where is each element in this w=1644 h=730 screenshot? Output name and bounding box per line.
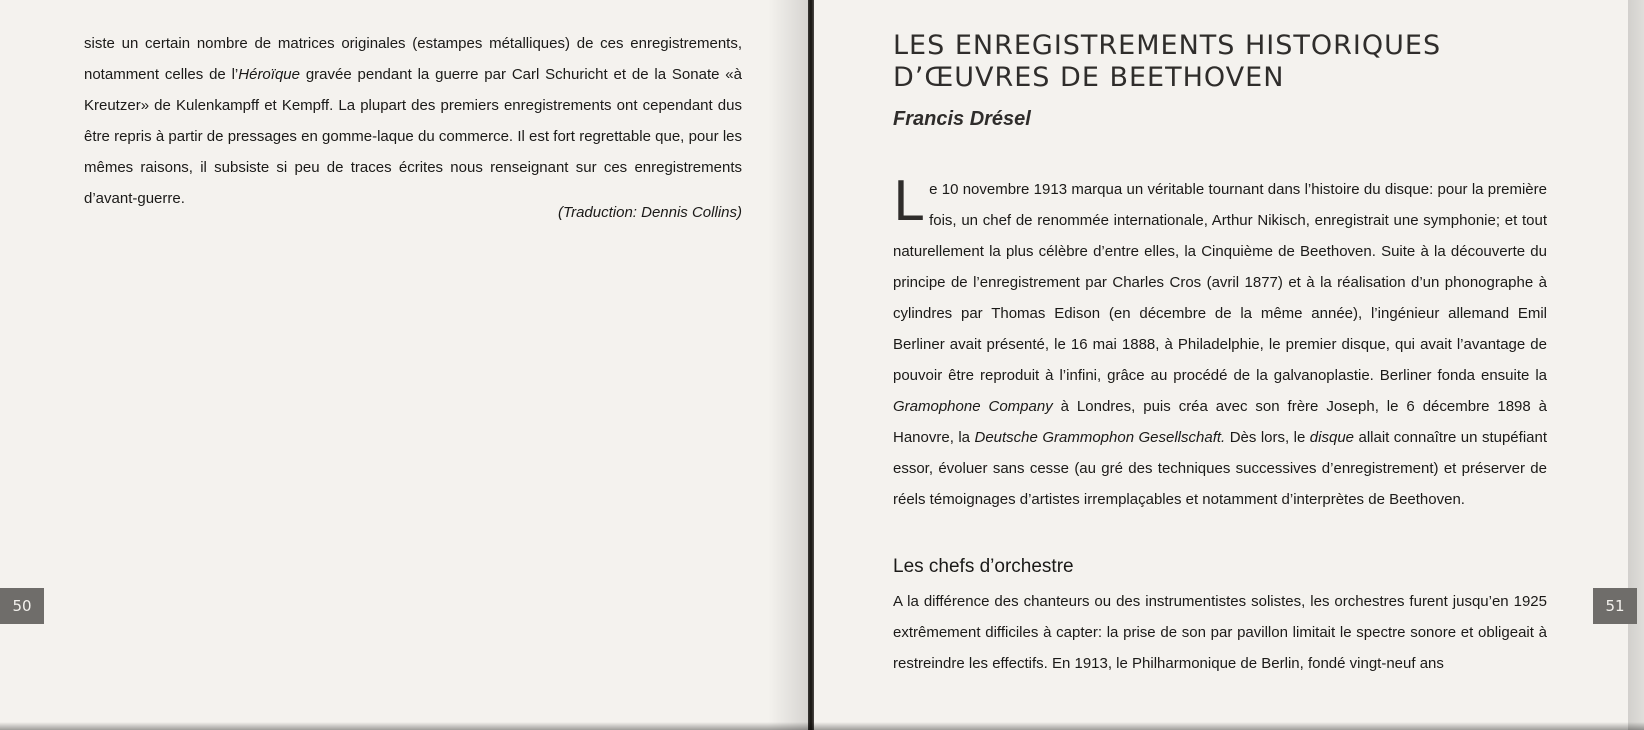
intro-text-italic: disque xyxy=(1309,429,1354,446)
page-number-right: 51 xyxy=(1593,588,1637,624)
author-name: Francis Drésel xyxy=(893,108,1031,130)
section-paragraph xyxy=(893,586,1547,679)
drop-cap: L xyxy=(893,170,924,233)
intro-text-italic: Deutsche Grammophon Gesellschaft. xyxy=(974,429,1226,446)
left-body-paragraph xyxy=(84,28,742,214)
left-text-part: gravée pendant la guerre par Carl Schuricht et de la Sonate «à Kreutzer» de Kulenkampff et Kempff. La plupart des premiers enregistrements ont cependant dus être repris à partir de pressages en gomme-laque du commerce. Il est fort regrettable que, pour les mêmes raisons, il subsiste si peu de traces écrites nous renseignant sur ces enregistrements d’avant-guerre. xyxy=(84,66,742,207)
intro-text-part: Dès lors, le xyxy=(1225,429,1310,446)
left-text-italic: Héroïque xyxy=(238,66,300,83)
intro-text-part: allait connaître un stupéfiant essor, évoluer sans cesse (au gré des techniques successives d’enregistrement) et préserver de réels témoignages d’artistes irremplaçables et notamment d’interprètes de Beethoven. xyxy=(893,429,1548,508)
intro-text-part: e 10 novembre 1913 marqua un véritable tournant dans l’histoire du disque: pour la première fois, un chef de renommée internationale, Arthur Nikisch, enregistrait une symphonie; et tout naturellement la plus célèbre d’entre elles, la Cinquième de Beethoven. Suite à la découverte du principe de l’enregistrement par Charles Cros (avril 1877) et à la réalisation d’un phonographe à cylindres par Thomas Edison (en décembre de la même année), l’ingénieur allemand Emil Berliner avait présenté, le 16 mai 1888, à Philadelphie, le premier disque, qui avait l’avantage de pouvoir être reproduit à l’infini, grâce au procédé de la galvanoplastie. Berliner fonda ensuite la xyxy=(893,181,1547,384)
chapter-title-line-1: LES ENREGISTREMENTS HISTORIQUES xyxy=(893,30,1442,61)
left-text-part: siste un certain nombre de matrices originales (estampes métalliques) de ces enregistrements, notamment celles de l’ xyxy=(84,35,742,83)
section-heading: Les chefs d’orchestre xyxy=(893,556,1074,577)
intro-text-italic: Gramophone Company xyxy=(893,398,1053,415)
section-text: A la différence des chanteurs ou des instrumentistes solistes, les orchestres furent jusqu’en 1925 extrêmement difficiles à capter: la prise de son par pavillon limitait le spectre sonore et obligeait à restreindre les effectifs. En 1913, le Philharmonique de Berlin, fondé vingt-neuf ans xyxy=(893,593,1547,672)
left-page xyxy=(0,0,808,730)
bottom-edge-shadow xyxy=(0,722,1644,730)
intro-paragraph xyxy=(893,170,1548,515)
intro-text-part: à Londres, puis créa avec son frère Joseph, le 6 décembre 1898 à Hanovre, la xyxy=(893,398,1547,446)
translation-credit: (Traduction: Dennis Collins) xyxy=(558,204,742,221)
chapter-title xyxy=(893,30,1593,94)
page-number-left: 50 xyxy=(0,588,44,624)
chapter-title-line-2: D’ŒUVRES DE BEETHOVEN xyxy=(893,62,1285,93)
fold-shadow-left xyxy=(768,0,808,730)
